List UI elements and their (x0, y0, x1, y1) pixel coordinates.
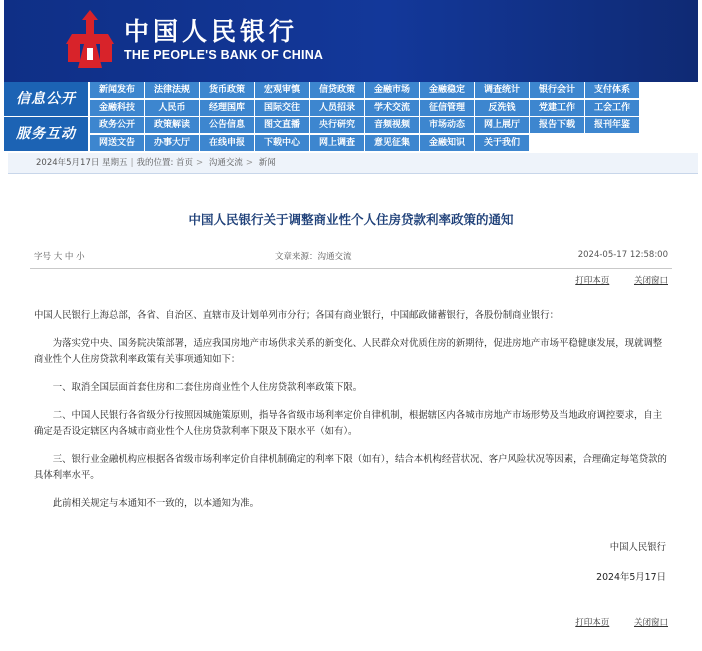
article-paragraph: 此前相关规定与本通知不一致的，以本通知为准。 (52, 498, 260, 509)
breadcrumb-home[interactable]: 首页 (176, 158, 194, 168)
article-body (34, 308, 670, 524)
article-datetime: 2024-05-17 12:58:00 (577, 250, 668, 260)
nav-item[interactable]: 货币政策 (200, 82, 254, 98)
nav-item[interactable]: 金融知识 (420, 135, 474, 151)
nav-item[interactable]: 新闻发布 (90, 82, 144, 98)
nav-item[interactable]: 央行研究 (310, 117, 364, 133)
nav-item[interactable]: 国际交往 (255, 100, 309, 116)
nav-row (90, 82, 640, 98)
nav-item[interactable]: 调查统计 (475, 82, 529, 98)
nav-item[interactable]: 音频视频 (365, 117, 419, 133)
nav-item[interactable]: 工会工作 (585, 100, 639, 116)
nav-item[interactable]: 在线申报 (200, 135, 254, 151)
nav-item[interactable]: 政务公开 (90, 117, 144, 133)
main-navigation (4, 82, 698, 152)
nav-item[interactable]: 信贷政策 (310, 82, 364, 98)
article-paragraph: 中国人民银行上海总部，各省、自治区、直辖市及计划单列市分行；各国有商业银行，中国邮政储蓄银行，各股份制商业银行： (34, 310, 560, 321)
nav-item[interactable]: 图文直播 (255, 117, 309, 133)
article-paragraph: 一、取消全国层面首套住房和二套住房商业性个人住房贷款利率政策下限。 (52, 382, 363, 393)
site-header (4, 0, 698, 82)
nav-item[interactable]: 金融市场 (365, 82, 419, 98)
print-page-link[interactable]: 打印本页 (575, 276, 610, 286)
nav-item[interactable]: 网上调查 (310, 135, 364, 151)
nav-item[interactable]: 党建工作 (530, 100, 584, 116)
print-page-link[interactable]: 打印本页 (575, 618, 610, 628)
article-actions-top (553, 274, 668, 286)
current-date: 2024年5月17日 星期五 (36, 158, 128, 168)
article-source: 文章来源：沟通交流 (275, 252, 352, 262)
nav-item[interactable]: 征信管理 (420, 100, 474, 116)
nav-item[interactable]: 网送文告 (90, 135, 144, 151)
nav-item[interactable]: 宏观审慎 (255, 82, 309, 98)
nav-item[interactable]: 报刊年鉴 (585, 117, 639, 133)
nav-item[interactable]: 学术交流 (365, 100, 419, 116)
nav-item[interactable]: 办事大厅 (145, 135, 199, 151)
nav-item[interactable]: 公告信息 (200, 117, 254, 133)
nav-item[interactable]: 银行会计 (530, 82, 584, 98)
nav-item[interactable]: 经理国库 (200, 100, 254, 116)
pboc-logo-icon[interactable] (62, 8, 118, 70)
nav-item[interactable]: 法律法规 (145, 82, 199, 98)
signature-org: 中国人民银行 (609, 542, 666, 553)
nav-item[interactable]: 人员招录 (310, 100, 364, 116)
nav-item[interactable]: 市场动态 (420, 117, 474, 133)
bank-name-en: THE PEOPLE'S BANK OF CHINA (124, 48, 324, 62)
breadcrumb: 2024年5月17日 星期五 | 我的位置: 首页 > 沟通交流 > 新闻 (8, 153, 698, 174)
article-actions-bottom (553, 616, 668, 628)
nav-item[interactable]: 金融稳定 (420, 82, 474, 98)
article (30, 184, 672, 646)
nav-item[interactable]: 金融科技 (90, 100, 144, 116)
nav-row (90, 117, 640, 133)
location-label: 我的位置: (136, 158, 174, 168)
nav-item[interactable]: 下载中心 (255, 135, 309, 151)
nav-item[interactable]: 关于我们 (475, 135, 529, 151)
nav-item[interactable]: 人民币 (145, 100, 199, 116)
close-window-link[interactable]: 关闭窗口 (633, 618, 668, 628)
close-window-link[interactable]: 关闭窗口 (633, 276, 668, 286)
nav-row (90, 135, 640, 151)
article-title: 中国人民银行关于调整商业性个人住房贷款利率政策的通知 (188, 212, 514, 227)
signature-date: 2024年5月17日 (596, 572, 666, 583)
breadcrumb-news[interactable]: 新闻 (258, 158, 276, 168)
nav-row (90, 100, 640, 116)
article-paragraph: 三、银行业金融机构应根据各省级市场利率定价自律机制确定的利率下限（如有），结合本机构经营状况、客户风险状况等因素，合理确定每笔贷款的具体利率水平。 (34, 454, 667, 481)
nav-item[interactable]: 支付体系 (585, 82, 639, 98)
nav-item[interactable]: 报告下载 (530, 117, 584, 133)
breadcrumb-communication[interactable]: 沟通交流 (208, 158, 243, 168)
font-size-controls[interactable]: 字号 大 中 小 (34, 252, 85, 262)
divider (30, 268, 672, 269)
bank-name-cn: 中国人民银行 (124, 17, 299, 46)
nav-group (4, 117, 698, 151)
nav-group-label: 服务互动 (4, 117, 88, 151)
nav-item[interactable]: 政策解读 (145, 117, 199, 133)
nav-group-label: 信息公开 (4, 82, 88, 116)
article-paragraph: 为落实党中央、国务院决策部署，适应我国房地产市场供求关系的新变化、人民群众对优质住房的新期待，促进房地产市场平稳健康发展，现就调整商业性个人住房贷款利率政策有关事项通知如下： (34, 338, 663, 365)
nav-group (4, 82, 698, 116)
nav-item[interactable]: 意见征集 (365, 135, 419, 151)
article-meta (30, 250, 672, 264)
nav-item[interactable]: 反洗钱 (475, 100, 529, 116)
article-signature (596, 540, 666, 600)
article-paragraph: 二、中国人民银行各省级分行按照因城施策原则，指导各省级市场利率定价自律机制，根据辖区内各城市房地产市场形势及当地政府调控要求，自主确定是否设定辖区内各城市商业性个人住房贷款利率下限及下限水平（如有）。 (34, 410, 663, 437)
nav-item[interactable]: 网上展厅 (475, 117, 529, 133)
page-frame (4, 0, 698, 648)
